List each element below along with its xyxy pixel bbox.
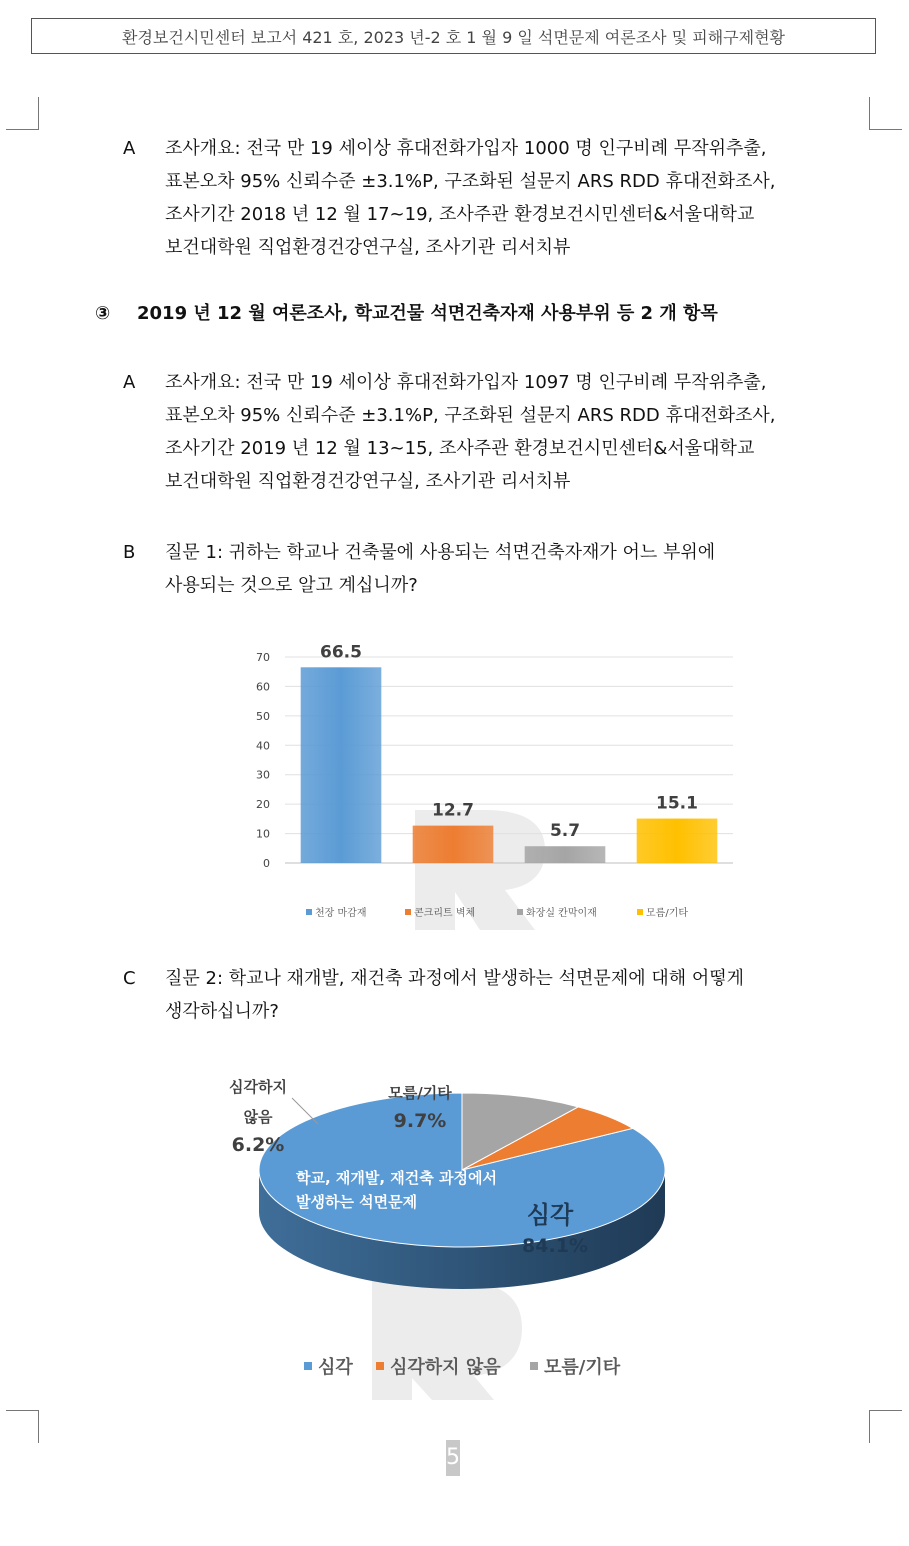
bar-data-label: 15.1 bbox=[656, 793, 698, 814]
bar-data-label: 12.7 bbox=[432, 800, 474, 821]
bar bbox=[413, 826, 494, 863]
legend-label: 심각하지 않음 bbox=[390, 1357, 501, 1378]
section-a1-line: 조사기간 2018 년 12 월 17~19, 조사주관 환경보건시민센터&서울대학교 bbox=[165, 204, 755, 225]
y-tick-label: 20 bbox=[256, 798, 270, 812]
pie-annotation: 학교, 재개발, 재건축 과정에서 bbox=[296, 1169, 497, 1187]
section-a1-line: 조사개요: 전국 만 19 세이상 휴대전화가입자 1000 명 인구비례 무작위추출, bbox=[165, 138, 767, 159]
y-tick-label: 70 bbox=[256, 651, 270, 664]
section-a2-line: 표본오차 95% 신뢰수준 ±3.1%P, 구조화된 설문지 ARS RDD 휴대전화조사, bbox=[165, 405, 776, 426]
section-a2-label: A bbox=[123, 372, 136, 393]
legend-label: 모름/기타 bbox=[646, 908, 689, 919]
legend-label: 콘크리트 벽체 bbox=[414, 908, 476, 919]
bar bbox=[637, 819, 718, 863]
section-c-label: C bbox=[123, 968, 136, 989]
section-b-line: 질문 1: 귀하는 학교나 건축물에 사용되는 석면건축자재가 어느 부위에 bbox=[165, 542, 716, 563]
crop-mark-top-left bbox=[6, 97, 39, 130]
section-b-label: B bbox=[123, 542, 136, 563]
pie-chart bbox=[200, 1050, 700, 1400]
y-tick-label: 50 bbox=[256, 709, 270, 723]
section-c-line: 생각하십니까? bbox=[165, 1001, 279, 1022]
legend-swatch bbox=[637, 909, 643, 915]
leader-line bbox=[292, 1098, 318, 1124]
bar-chart bbox=[250, 630, 750, 930]
pie-percent-label: 9.7% bbox=[393, 1110, 447, 1132]
legend-label: 화장실 칸막이재 bbox=[526, 908, 597, 919]
pie-percent-label: 84.1% bbox=[522, 1235, 588, 1257]
bar-data-label: 5.7 bbox=[549, 821, 581, 842]
legend-label: 천장 마감재 bbox=[315, 908, 367, 919]
section-a1-line: 표본오차 95% 신뢰수준 ±3.1%P, 구조화된 설문지 ARS RDD 휴대전화조사, bbox=[165, 171, 776, 192]
pie-slice-label: 심각하지 bbox=[229, 1078, 287, 1096]
legend-swatch bbox=[306, 909, 312, 915]
page-header bbox=[31, 18, 876, 54]
section-a2-line: 조사기간 2019 년 12 월 13~15, 조사주관 환경보건시민센터&서울대학교 bbox=[165, 438, 755, 459]
y-tick-label: 40 bbox=[256, 739, 270, 753]
legend-label: 심각 bbox=[318, 1357, 353, 1378]
bar bbox=[525, 846, 606, 863]
section-c-line: 질문 2: 학교나 재개발, 재건축 과정에서 발생하는 석면문제에 대해 어떻게 bbox=[165, 968, 744, 989]
heading-number: ③ bbox=[95, 303, 111, 324]
section-a1-label: A bbox=[123, 138, 136, 159]
legend-label: 모름/기타 bbox=[544, 1357, 621, 1378]
y-tick-label: 10 bbox=[256, 827, 270, 841]
y-tick-label: 30 bbox=[256, 768, 270, 782]
pie-annotation: 발생하는 석면문제 bbox=[296, 1193, 418, 1211]
legend-swatch bbox=[517, 909, 523, 915]
heading-text: 2019 년 12 월 여론조사, 학교건물 석면건축자재 사용부위 등 2 개 항목 bbox=[137, 303, 718, 324]
y-tick-label: 0 bbox=[263, 857, 270, 870]
pie-percent-label: 6.2% bbox=[231, 1134, 285, 1156]
legend-swatch bbox=[405, 909, 411, 915]
bar bbox=[301, 667, 382, 863]
legend-swatch bbox=[530, 1362, 538, 1370]
legend-swatch bbox=[304, 1362, 312, 1370]
section-heading-3 bbox=[95, 299, 718, 325]
page-number: 5 bbox=[446, 1440, 460, 1476]
watermark-logo bbox=[372, 1280, 522, 1400]
y-tick-label: 60 bbox=[256, 680, 270, 694]
crop-mark-bottom-left bbox=[6, 1410, 39, 1443]
crop-mark-top-right bbox=[869, 97, 902, 130]
header-title: 환경보건시민센터 보고서 421 호, 2023 년-2 호 1 월 9 일 석면문제 여론조사 및 피해구제현황 bbox=[122, 27, 785, 47]
section-a2-line: 보건대학원 직업환경건강연구실, 조사기관 리서치뷰 bbox=[165, 471, 571, 492]
pie-slice-label: 모름/기타 bbox=[388, 1084, 452, 1102]
pie-slice-label: 심각 bbox=[526, 1201, 574, 1229]
section-b-line: 사용되는 것으로 알고 계십니까? bbox=[165, 575, 418, 596]
pie-slice-label: 않음 bbox=[243, 1108, 273, 1126]
crop-mark-bottom-right bbox=[869, 1410, 902, 1443]
section-a2-line: 조사개요: 전국 만 19 세이상 휴대전화가입자 1097 명 인구비례 무작위추출, bbox=[165, 372, 767, 393]
section-a1-line: 보건대학원 직업환경건강연구실, 조사기관 리서치뷰 bbox=[165, 237, 571, 258]
bar-data-label: 66.5 bbox=[320, 642, 362, 663]
legend-swatch bbox=[376, 1362, 384, 1370]
